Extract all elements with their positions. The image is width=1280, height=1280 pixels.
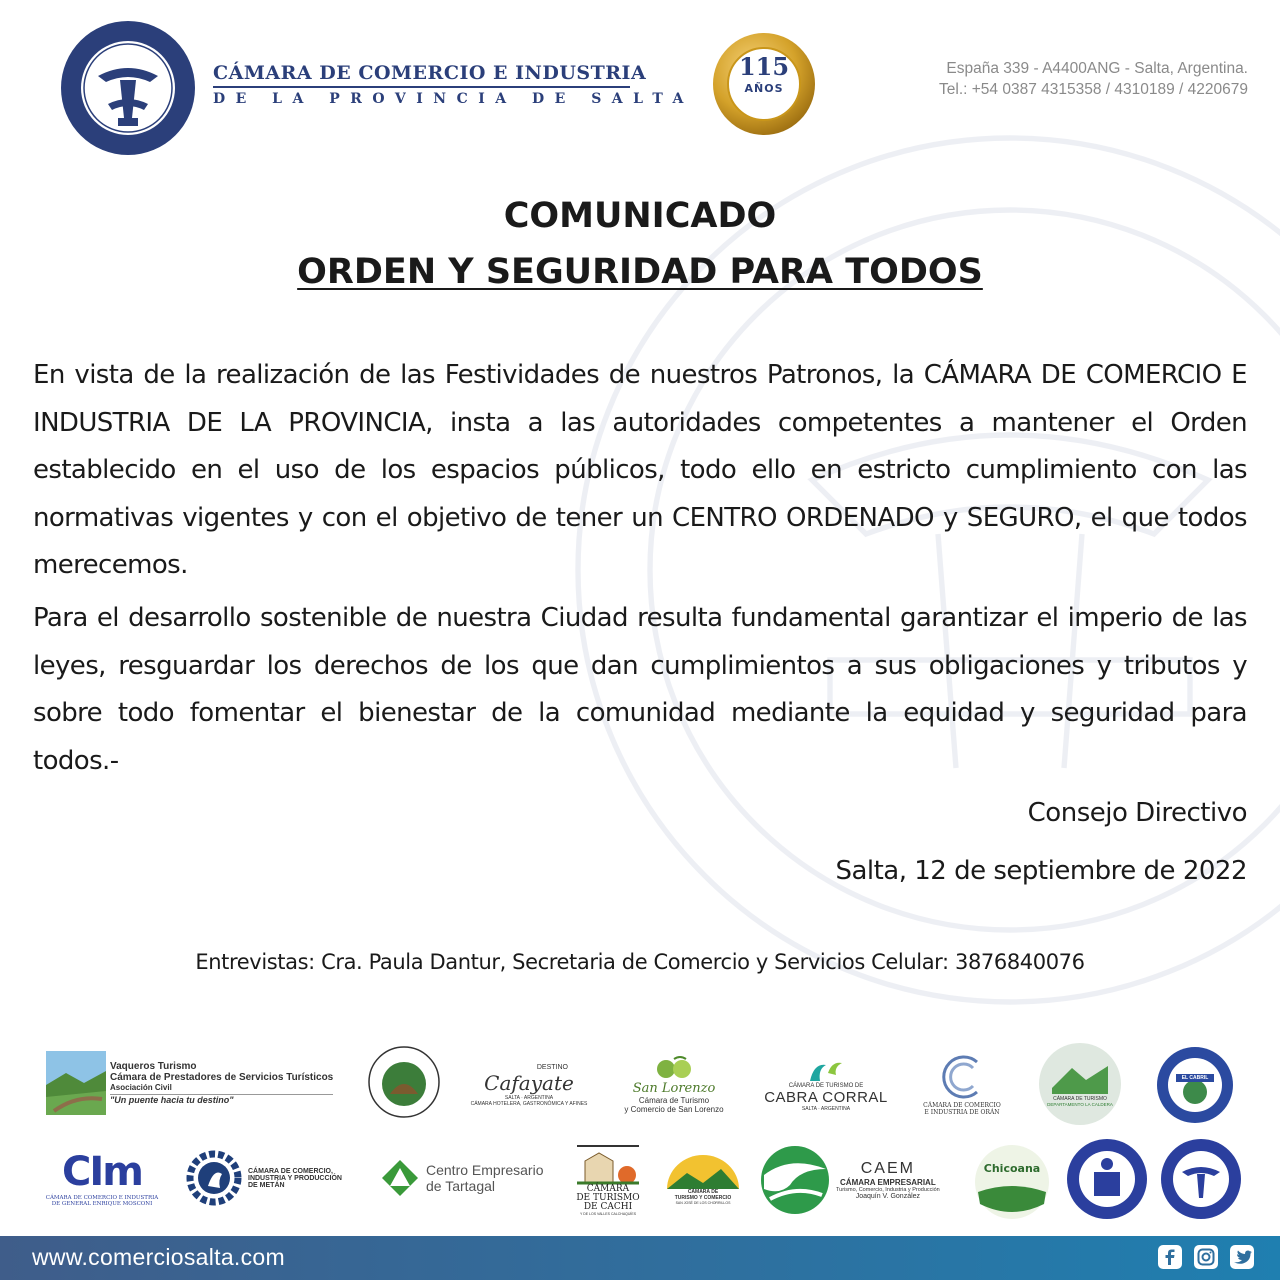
document-title: COMUNICADO [503, 196, 777, 236]
logo-san-lorenzo [612, 1048, 736, 1120]
sanlorenzo-name: San Lorenzo [632, 1080, 716, 1096]
landscape-icon [46, 1051, 106, 1115]
logo-mosconi [40, 1138, 164, 1218]
oran-line2: E INDUSTRIA DE ORÁN [924, 1109, 1000, 1116]
metan-line2: INDUSTRIA Y PRODUCCIÓN [248, 1174, 342, 1182]
chorrillos-line3: SAN JOSÉ DE LOS CHORRILLOS [675, 1201, 731, 1205]
department-seal-icon [1066, 1138, 1148, 1220]
letterhead [0, 0, 1280, 170]
oran-c-icon [937, 1052, 987, 1102]
chicoana-name: Chicoana [983, 1162, 1041, 1175]
mosconi-line2: DE GENERAL ENRIQUE MOSCONI [51, 1201, 153, 1207]
phone-numbers: Tel.: +54 0387 4315358 / 4310189 / 4220679 [939, 81, 1248, 98]
metan-line3: DE METÁN [248, 1181, 285, 1189]
logo-el-cabril [1156, 1046, 1234, 1124]
vaqueros-line1: Vaqueros Turismo [110, 1061, 197, 1072]
cachi-line2: DE TURISMO [576, 1192, 640, 1203]
rosario-badge-icon [368, 1046, 440, 1118]
website-link[interactable]: www.comerciosalta.com [32, 1244, 285, 1270]
caldera-line2: DEPARTAMENTO LA CALDERA [1047, 1102, 1113, 1107]
cafayate-sub: SALTA · ARGENTINA [504, 1094, 554, 1101]
logo-vaqueros-turismo [46, 1050, 336, 1116]
cabracorral-name: CABRA CORRAL [764, 1088, 888, 1106]
mosconi-abbr: CIm [62, 1149, 142, 1195]
cabracorral-sub: SALTA · ARGENTINA [801, 1105, 851, 1112]
caem-wave-icon [760, 1145, 830, 1215]
caldera-circle-icon [1038, 1042, 1122, 1126]
org-name-divider [213, 86, 630, 88]
chorrillos-sun-icon [665, 1155, 741, 1189]
cachi-line3: DE CACHI [583, 1201, 633, 1212]
vaqueros-slogan: "Un puente hacia tu destino" [110, 1095, 234, 1105]
cabril-badge-icon [1156, 1046, 1234, 1124]
wave-icon [804, 1059, 848, 1083]
cafayate-desc: CÁMARA HOTELERA, GASTRONÓMICA Y AFINES [470, 1100, 588, 1107]
anniversary-number: 115 [738, 52, 790, 81]
sanlorenzo-line2: y Comercio de San Lorenzo [624, 1104, 724, 1114]
body-paragraph-2: Para el desarrollo sostenible de nuestra Ciudad resulta fundamental garantizar el imperio de las leyes, resguardar los derechos de los que dan cumplimientos a sus obligaciones y tributos y sobre todo fomentar el bienestar de la comunidad mediante la equidad y seguridad para todos.- [33, 603, 1247, 776]
chorrillos-line2: TURISMO Y COMERCIO [674, 1195, 732, 1201]
tartagal-diamond-icon [380, 1158, 420, 1198]
chicoana-circle-icon [974, 1144, 1050, 1220]
logo-caem [760, 1142, 956, 1218]
signature-place-date: Salta, 12 de septiembre de 2022 [835, 856, 1247, 886]
logo-metan [186, 1148, 362, 1208]
caem-line1: CÁMARA EMPRESARIAL [840, 1178, 936, 1187]
logo-department-seal-2 [1160, 1138, 1242, 1220]
logo-cafayate [470, 1060, 588, 1110]
logo-rosario-frontera [368, 1046, 440, 1118]
logo-cabra-corral [762, 1050, 890, 1120]
logo-oran [912, 1044, 1012, 1124]
signature-signer: Consejo Directivo [1027, 798, 1247, 828]
anniversary-label: AÑOS [744, 82, 784, 95]
partner-logos [0, 1030, 1280, 1230]
cabracorral-line1: CÁMARA DE TURISMO DE [788, 1082, 864, 1089]
body-paragraph-1: En vista de la realización de las Festividades de nuestros Patronos, la CÁMARA DE COMERCIO E INDUSTRIA DE LA PROVINCIA, insta a las autoridades competentes a mantener el Orden establecido en el uso de los espacios públicos, todo ello en estricto cumplimiento con las normativas vigentes y con el objetivo de tener un CENTRO ORDENADO y SEGURO, el que todos merecemos. [33, 360, 1247, 580]
anniversary-badge [712, 32, 816, 136]
vaqueros-line2: Cámara de Prestadores de Servicios Turísticos [110, 1072, 334, 1083]
sanlorenzo-line1: Cámara de Turismo [638, 1095, 710, 1105]
oran-line1: CÁMARA DE COMERCIO [923, 1102, 1001, 1109]
logo-chicoana [974, 1144, 1050, 1220]
mosconi-line1: CÁMARA DE COMERCIO E INDUSTRIA [45, 1195, 159, 1201]
caem-abbr: CAEM [860, 1160, 915, 1177]
cachi-church-icon [577, 1145, 639, 1185]
tartagal-line1: Centro Empresario [426, 1162, 544, 1178]
twitter-icon[interactable] [1230, 1245, 1254, 1269]
org-name-line1: CÁMARA DE COMERCIO E INDUSTRIA [213, 62, 647, 84]
chamber-seal-logo [60, 20, 196, 156]
footer-bar [0, 1236, 1280, 1280]
logo-chorrillos [660, 1144, 746, 1216]
interview-contact: Entrevistas: Cra. Paula Dantur, Secretaria de Comercio y Servicios Celular: 3876840076 [195, 950, 1085, 974]
cafayate-tag: DESTINO [536, 1063, 568, 1071]
cachi-line1: CÁMARA [586, 1183, 630, 1194]
cabril-name: EL CABRIL [1181, 1075, 1209, 1081]
org-name-line2: DE LA PROVINCIA DE SALTA [213, 91, 694, 107]
caldera-line1: CÁMARA DE TURISMO [1053, 1096, 1107, 1102]
caem-line3: Joaquín V. González [855, 1193, 921, 1200]
document-subtitle-text: ORDEN Y SEGURIDAD PARA TODOS [297, 252, 983, 292]
logo-cachi [570, 1138, 646, 1222]
cachi-sub: Y DE LOS VALLES CALCHAQUÍES [579, 1211, 637, 1216]
tartagal-line2: de Tartagal [426, 1178, 496, 1194]
document-subtitle [0, 252, 1280, 292]
chorrillos-line1: CÁMARA DE [687, 1189, 719, 1195]
leaves-icon [644, 1055, 704, 1081]
facebook-icon[interactable] [1158, 1245, 1182, 1269]
metan-line1: CÁMARA DE COMERCIO, [248, 1167, 333, 1175]
caem-line2: Turismo, Comercio, Industria y Producción [836, 1187, 940, 1193]
logo-department-seal-1 [1066, 1138, 1148, 1220]
address: España 339 - A4400ANG - Salta, Argentina. [946, 60, 1248, 77]
logo-la-caldera [1038, 1042, 1122, 1126]
gear-icon [186, 1150, 242, 1206]
department-seal-icon [1160, 1138, 1242, 1220]
instagram-icon[interactable] [1194, 1245, 1218, 1269]
logo-tartagal [380, 1154, 556, 1202]
vaqueros-line3: Asociación Civil [110, 1083, 333, 1095]
cafayate-name: Cafayate [484, 1070, 574, 1095]
contact-info [939, 58, 1248, 100]
